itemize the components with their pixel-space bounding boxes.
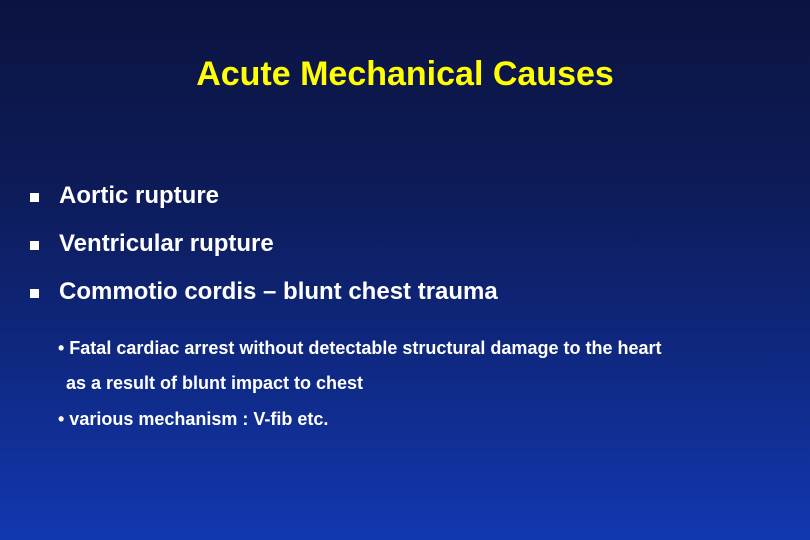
slide-title: Acute Mechanical Causes bbox=[196, 55, 614, 93]
bullet-item-ventricular-rupture bbox=[30, 220, 498, 268]
bullet-label: Ventricular rupture bbox=[59, 230, 274, 257]
square-bullet-icon bbox=[30, 289, 39, 298]
square-bullet-icon bbox=[30, 193, 39, 202]
square-bullet-icon bbox=[30, 241, 39, 250]
bullet-list bbox=[30, 172, 498, 316]
bullet-label: Aortic rupture bbox=[59, 182, 220, 209]
sub-bullet-fatal-arrest: • Fatal cardiac arrest without detectable structural damage to the heart bbox=[58, 338, 662, 358]
sub-bullet-fatal-arrest-continuation: as a result of blunt impact to chest bbox=[66, 373, 364, 393]
sub-bullet-mechanism: • various mechanism : V-fib etc. bbox=[58, 409, 329, 429]
bullet-label: Commotio cordis – blunt chest trauma bbox=[59, 278, 498, 305]
bullet-item-commotio-cordis bbox=[30, 268, 498, 316]
bullet-item-aortic-rupture bbox=[30, 172, 498, 220]
